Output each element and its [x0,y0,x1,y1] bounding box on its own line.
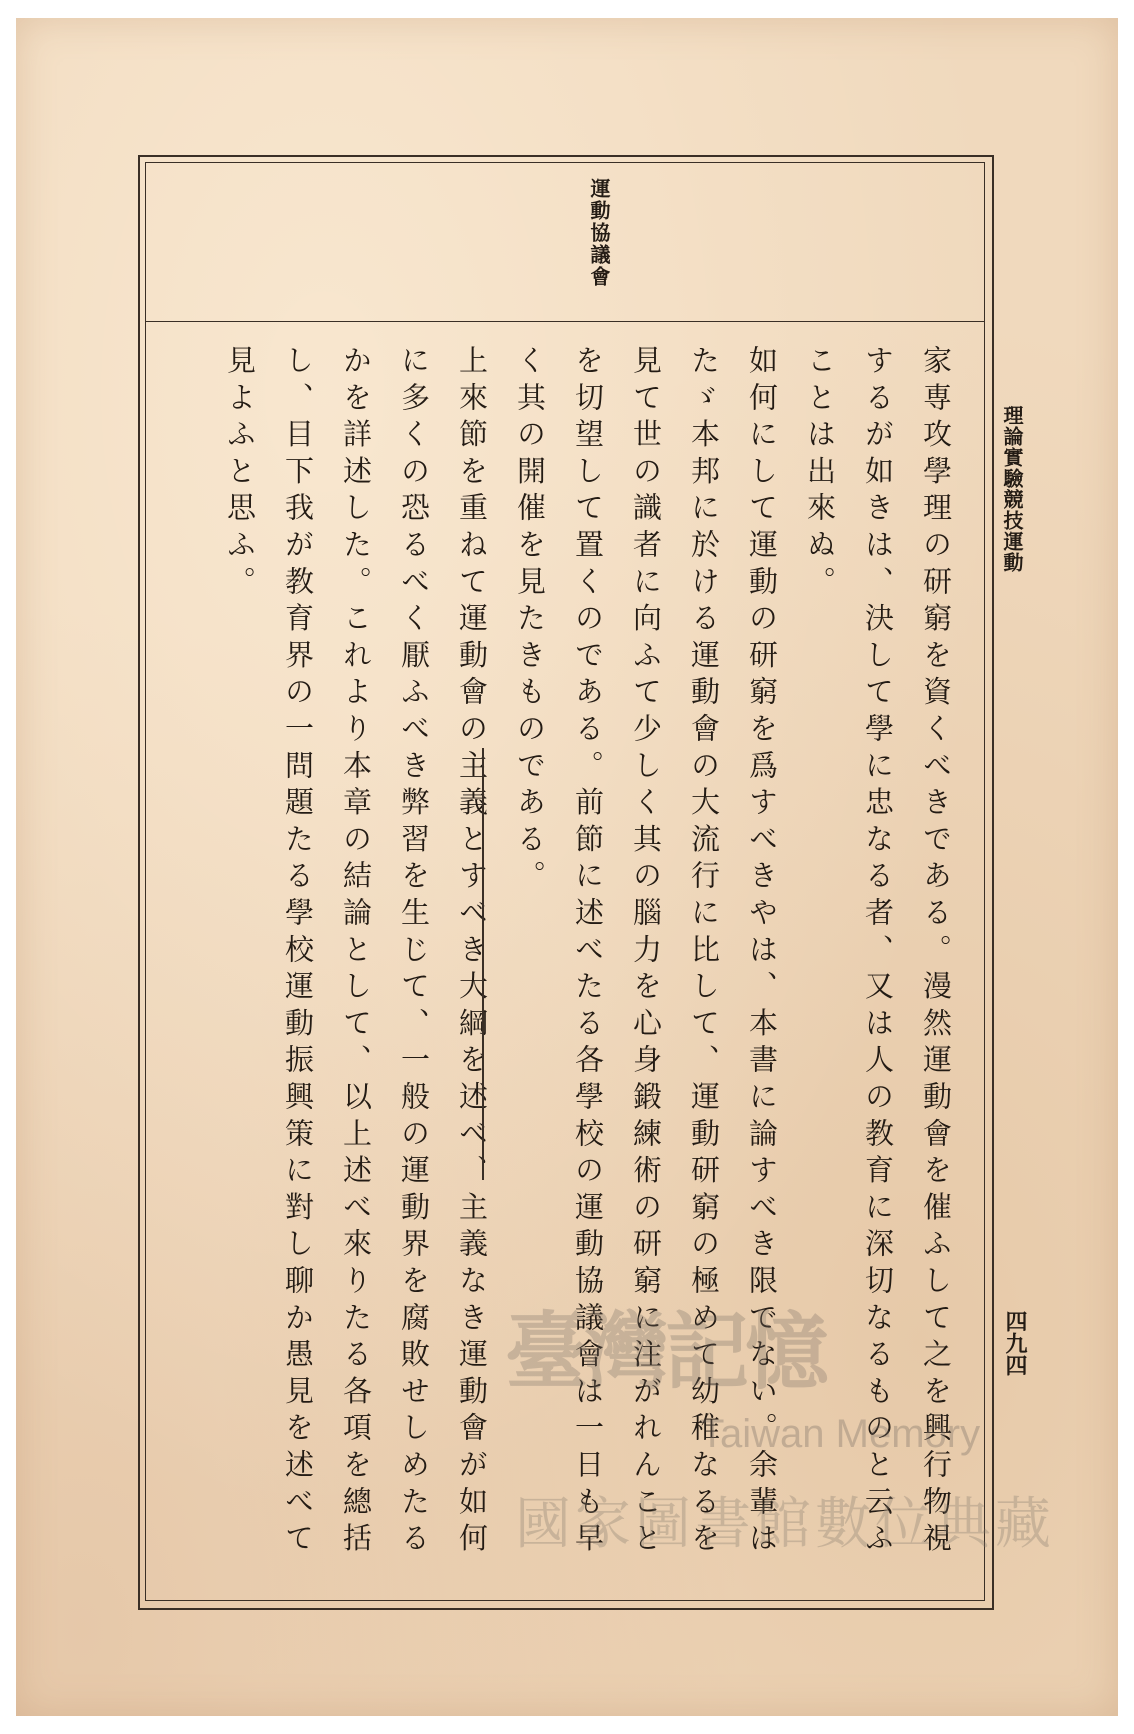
body-text [225,345,965,1595]
header-rule [145,321,985,322]
watermark-logo: 臺灣記憶 [505,1302,826,1401]
watermark-latin: Taiwan Memory [700,1412,981,1456]
watermark-caption: 國家圖書館數位典藏 [515,1492,1055,1557]
page-number: 四九四 [1002,1310,1028,1376]
section-divider-rule [482,748,484,1180]
paragraph-3: 上來節を重ねて運動會の主義とすべき大綱を述べ、主義なき運動會が如何に多くの恐るべく厭ふべき弊習を生じて、一般の運動界を腐敗せしめたるかを詳述した。これより本章の結論として、以上述べ來りたる各項を總括し、目下我が教育界の一問題たる學校運動振興策に對し聊か愚見を述べて見よふと思ふ。 [223,345,489,1560]
paragraph-1: 家専攻學理の研窮を資くべきである。漫然運動會を催ふして之を興行物視するが如きは、決して學に忠なる者、又は人の教育に深切なるものと云ふことは出來ぬ。 [803,345,953,1560]
section-title: 運動協議會 [587,178,611,288]
paragraph-2: 如何にして運動の研窮を爲すべきやは、本書に論すべき限でない。余輩はたゞ本邦に於ける運動會の大流行に比して、運動研窮の極めて幼稚なるを見て世の識者に向ふて少しく其の腦力を心身鍛練術の研窮に注がれんことを切望して置くのである。前節に述べたる各學校の運動協議會は一日も早く其の開催を見たきものである。 [513,345,779,1560]
running-head: 理論實驗競技運動 [1000,405,1024,573]
